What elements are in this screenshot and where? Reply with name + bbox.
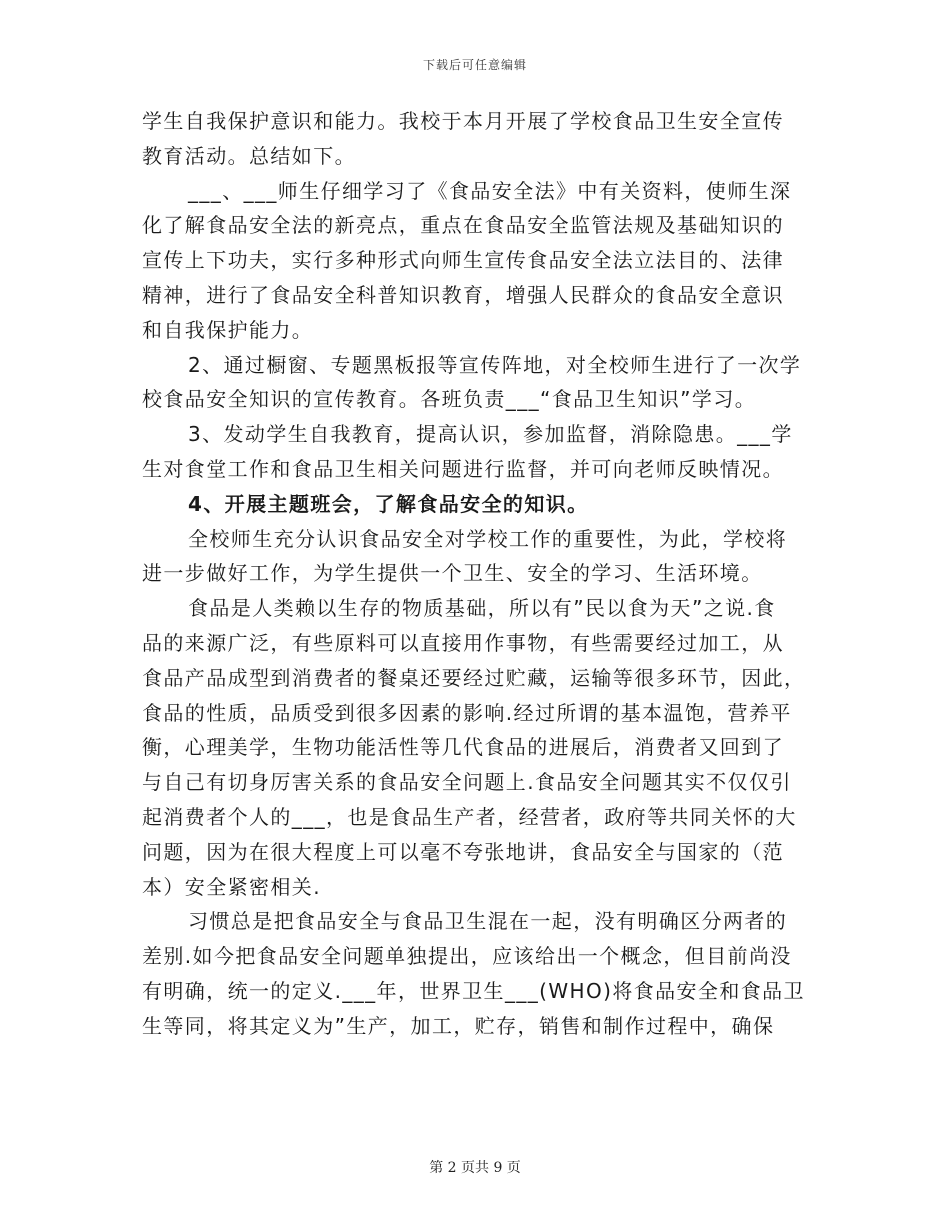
text-line: 食品的性质，品质受到很多因素的影响.经过所谓的基本温饱，营养平 <box>142 700 792 725</box>
text-line: 学生自我保护意识和能力。我校于本月开展了学校食品卫生安全宣传 <box>142 109 784 133</box>
text-line: 差别.如今把食品安全问题单独提出，应该给出一个概念，但目前尚没 <box>142 944 792 969</box>
text-line: 起消费者个人的___，也是食品生产者，经营者，政府等共同关怀的大 <box>142 804 797 829</box>
text-line: 2、通过橱窗、专题黑板报等宣传阵地，对全校师生进行了一次学 <box>188 352 802 377</box>
text-line: 习惯总是把食品安全与食品卫生混在一起，没有明确区分两者的 <box>188 909 788 934</box>
text-line: 化了解食品安全法的新亮点，重点在食品安全监管法规及基础知识的 <box>142 213 784 238</box>
document-body <box>142 104 810 1044</box>
text-line: 有明确，统一的定义.___年，世界卫生___(WHO)将食品安全和食品卫 <box>142 978 805 1003</box>
text-line: 宣传上下功夫，实行多种形式向师生宣传食品安全法立法目的、法律 <box>142 248 784 273</box>
text-line: 食品产品成型到消费者的餐桌还要经过贮藏，运输等很多环节，因此， <box>142 665 806 690</box>
page-header: 下载后可任意编辑 <box>422 58 527 72</box>
text-line: 食品是人类赖以生存的物质基础，所以有”民以食为天”之说.食 <box>188 596 776 621</box>
text-line: 与自己有切身厉害关系的食品安全问题上.食品安全问题其实不仅仅引 <box>142 770 792 795</box>
page-footer: 第 2 页共 9 页 <box>429 1160 521 1176</box>
text-line: 和自我保护能力。 <box>142 317 314 342</box>
text-line: 3、发动学生自我教育，提高认识，参加监督，消除隐患。___学 <box>188 422 793 447</box>
text-line: 校食品安全知识的宣传教育。各班负责___“食品卫生知识”学习。 <box>142 387 757 412</box>
text-line: 本）安全紧密相关. <box>142 874 321 899</box>
text-line: 精神，进行了食品安全科普知识教育，增强人民群众的食品安全意识 <box>142 282 784 307</box>
text-line: ___、___师生仔细学习了《食品安全法》中有关资料，使师生深 <box>188 178 792 203</box>
text-line: 教育活动。总结如下。 <box>142 143 356 168</box>
text-line: 品的来源广泛，有些原料可以直接用作事物，有些需要经过加工，从 <box>142 630 784 655</box>
text-line: 衡，心理美学，生物功能活性等几代食品的进展后，消费者又回到了 <box>142 735 784 760</box>
text-line: 生等同，将其定义为”生产，加工，贮存，销售和制作过程中，确保 <box>142 1013 775 1038</box>
text-line: 进一步做好工作，为学生提供一个卫生、安全的学习、生活环境。 <box>142 561 763 586</box>
text-line: 4、开展主题班会，了解食品安全的知识。 <box>188 491 589 516</box>
text-line: 生对食堂工作和食品卫生相关问题进行监督，并可向老师反映情况。 <box>142 456 784 481</box>
text-line: 问题，因为在很大程度上可以毫不夸张地讲，食品安全与国家的（范 <box>142 839 784 864</box>
text-line: 全校师生充分认识食品安全对学校工作的重要性，为此，学校将 <box>188 526 788 551</box>
